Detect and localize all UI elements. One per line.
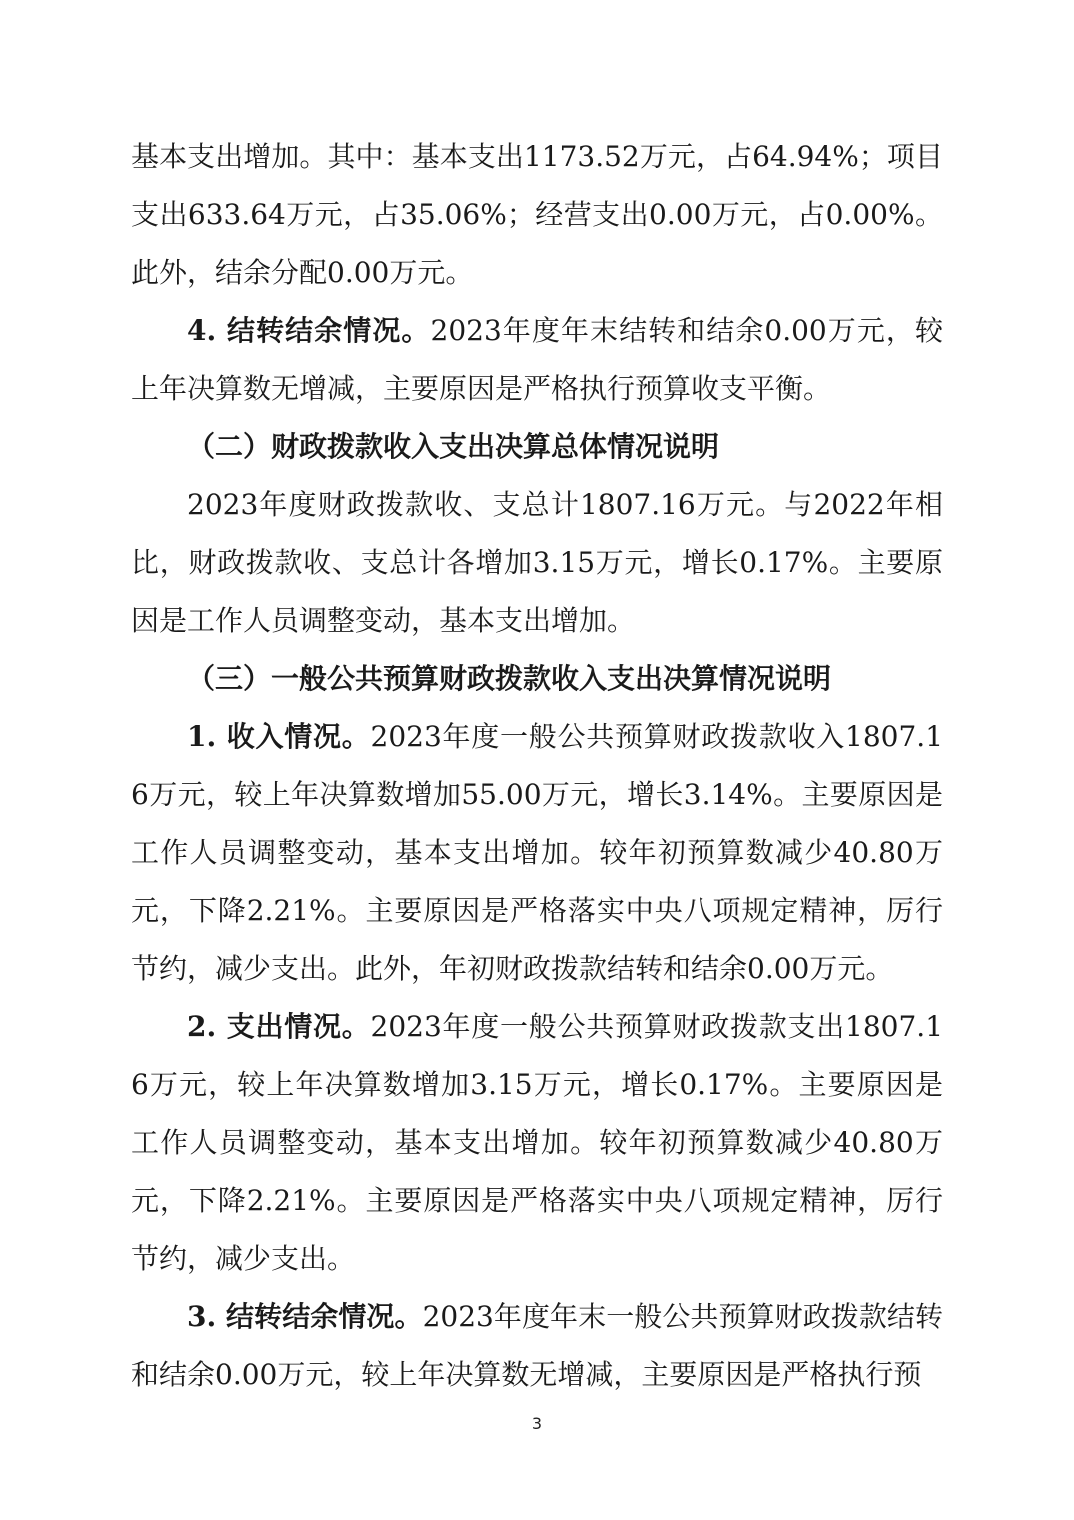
- paragraph-expenditure-breakdown: [131, 128, 943, 302]
- paragraph-text: 2023年度年末结转和结余0.00万元，较上年决算数无增减，主要原因是严格执行预算收支平衡。: [131, 314, 943, 405]
- paragraph-carryover-balance: [131, 302, 943, 418]
- document-body: [131, 128, 943, 1404]
- page-number: 3: [531, 1414, 543, 1433]
- paragraph-expenditure: [131, 998, 943, 1288]
- section-heading-fiscal-overview: （二）财政拨款收入支出决算总体情况说明: [187, 430, 720, 463]
- paragraph-lead: 4. 结转结余情况。: [187, 314, 431, 347]
- paragraph-text: 基本支出增加。其中：基本支出1173.52万元，占64.94%；项目支出633.64万元，占35.06%；经营支出0.00万元，占0.00%。此外，结余分配0.00万元。: [131, 140, 943, 289]
- section-heading-general-budget: （三）一般公共预算财政拨款收入支出决算情况说明: [187, 662, 832, 695]
- paragraph-income: [131, 708, 943, 998]
- paragraph-lead: 2. 支出情况。: [187, 1010, 371, 1043]
- paragraph-text: 2023年度一般公共预算财政拨款支出1807.16万元，较上年决算数增加3.15万元，增长0.17%。主要原因是工作人员调整变动，基本支出增加。较年初预算数减少40.80万元，下降2.21%。主要原因是严格落实中央八项规定精神，厉行节约，减少支出。: [131, 1010, 944, 1275]
- paragraph-text: 2023年度财政拨款收、支总计1807.16万元。与2022年相比，财政拨款收、支总计各增加3.15万元，增长0.17%。主要原因是工作人员调整变动，基本支出增加。: [131, 488, 943, 637]
- paragraph-lead: 3. 结转结余情况。: [187, 1300, 423, 1333]
- paragraph-text: 2023年度年末一般公共预算财政拨款结转和结余0.00万元，较上年决算数无增减，主要原因是严格执行预: [131, 1300, 944, 1391]
- paragraph-fiscal-totals: [131, 476, 943, 650]
- paragraph-text: 2023年度一般公共预算财政拨款收入1807.16万元，较上年决算数增加55.00万元，增长3.14%。主要原因是工作人员调整变动，基本支出增加。较年初预算数减少40.80万元，下降2.21%。主要原因是严格落实中央八项规定精神，厉行节约，减少支出。此外，年初财政拨款结转和结余0.00万元。: [131, 720, 944, 985]
- paragraph-general-carryover: [131, 1288, 943, 1404]
- paragraph-lead: 1. 收入情况。: [187, 720, 371, 753]
